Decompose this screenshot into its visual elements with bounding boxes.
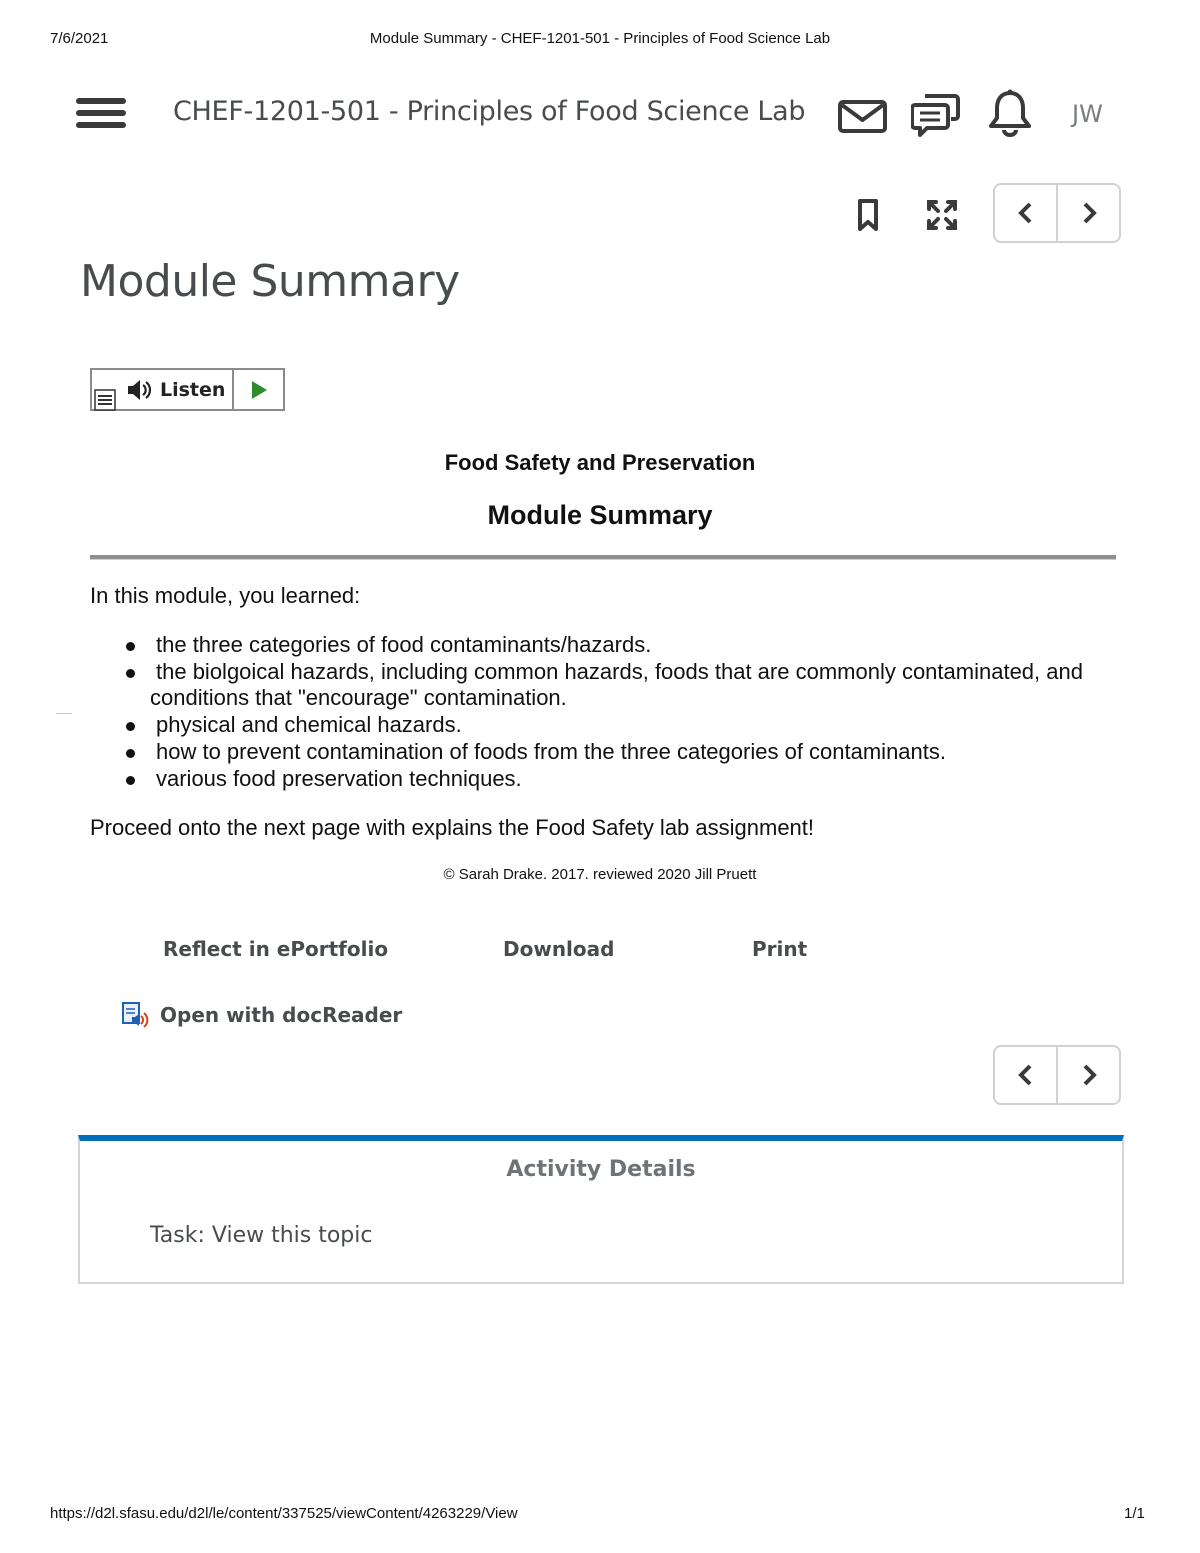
list-item: the three categories of food contaminants/hazards. xyxy=(90,632,1120,659)
reflect-in-eportfolio-link[interactable]: Reflect in ePortfolio xyxy=(163,937,389,961)
print-link[interactable]: Print xyxy=(752,937,808,961)
activity-details-panel xyxy=(78,1135,1124,1284)
content-proceed-text: Proceed onto the next page with explains the Food Safety lab assignment! xyxy=(90,815,815,840)
bell-icon[interactable] xyxy=(985,88,1035,138)
speaker-icon xyxy=(126,378,154,402)
listen-button[interactable] xyxy=(92,370,234,409)
next-topic-button[interactable] xyxy=(1056,185,1119,241)
list-item: various food preservation techniques. xyxy=(90,766,1120,793)
chevron-left-icon xyxy=(1016,1063,1036,1087)
course-title[interactable]: CHEF-1201-501 - Principles of Food Science Lab xyxy=(173,96,806,127)
mail-icon[interactable] xyxy=(838,92,888,142)
list-item: physical and chemical hazards. xyxy=(90,712,1120,739)
play-icon xyxy=(250,380,268,400)
docreader-icon xyxy=(120,1000,150,1030)
listen-widget xyxy=(90,368,285,411)
docreader-label: Open with docReader xyxy=(160,1003,403,1027)
activity-task: Task: View this topic xyxy=(150,1223,373,1248)
print-page-number: 1/1 xyxy=(1124,1505,1145,1522)
chat-icon[interactable] xyxy=(911,90,961,140)
learned-list xyxy=(90,632,1120,792)
chevron-right-icon xyxy=(1079,1063,1099,1087)
chevron-right-icon xyxy=(1079,201,1099,225)
content-intro: In this module, you learned: xyxy=(90,583,361,608)
user-avatar-initials[interactable]: JW xyxy=(1072,100,1103,128)
open-with-docreader-link[interactable] xyxy=(120,1000,402,1030)
previous-topic-button[interactable] xyxy=(995,1047,1056,1103)
chevron-left-icon xyxy=(1016,201,1036,225)
print-page-title: Module Summary - CHEF-1201-501 - Principles of Food Science Lab xyxy=(369,30,831,47)
text-settings-icon[interactable] xyxy=(94,389,116,411)
bookmark-icon[interactable] xyxy=(856,198,880,232)
copyright-text: © Sarah Drake. 2017. reviewed 2020 Jill Pruett xyxy=(443,866,757,883)
page-title: Module Summary xyxy=(80,256,460,307)
fullscreen-icon[interactable] xyxy=(925,198,959,232)
topic-navigation-top xyxy=(993,183,1121,243)
activity-details-title: Activity Details xyxy=(506,1157,696,1182)
content-pre-title: Food Safety and Preservation xyxy=(444,450,756,475)
divider xyxy=(90,555,1116,560)
content-title: Module Summary xyxy=(487,500,713,530)
play-button[interactable] xyxy=(234,370,283,409)
next-topic-button[interactable] xyxy=(1056,1047,1119,1103)
divider xyxy=(56,713,72,714)
topic-navigation-bottom xyxy=(993,1045,1121,1105)
print-url: https://d2l.sfasu.edu/d2l/le/content/337525/viewContent/4263229/View xyxy=(50,1505,518,1522)
list-item: the biolgoical hazards, including common hazards, foods that are commonly contaminated, and conditions that "encourage" contamination. xyxy=(90,659,1120,712)
print-date: 7/6/2021 xyxy=(50,30,109,47)
download-link[interactable]: Download xyxy=(503,937,615,961)
menu-icon[interactable] xyxy=(76,98,126,134)
listen-label: Listen xyxy=(160,378,226,401)
list-item: how to prevent contamination of foods from the three categories of contaminants. xyxy=(90,739,1120,766)
previous-topic-button[interactable] xyxy=(995,185,1056,241)
